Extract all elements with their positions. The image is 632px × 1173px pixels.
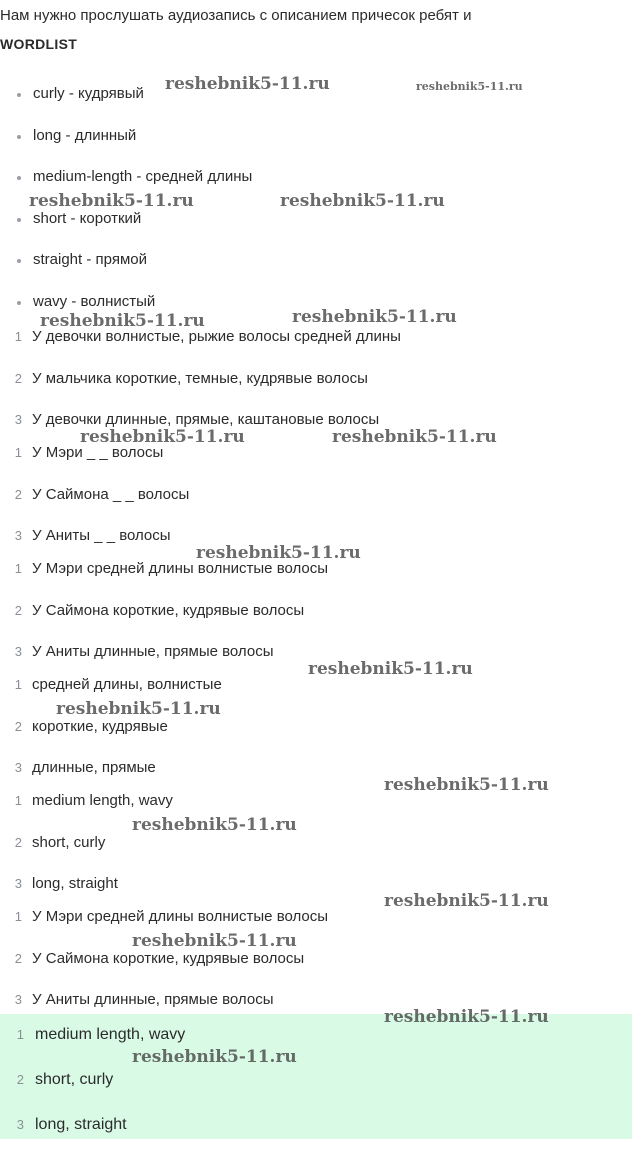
answer-list xyxy=(0,1024,185,1159)
watermark: reshebnik5-11.ru xyxy=(40,311,205,331)
watermark: reshebnik5-11.ru xyxy=(416,80,523,93)
wordlist-item: medium-length - средней длины xyxy=(0,166,252,208)
task-4-russian-answers xyxy=(0,674,222,799)
list-item: 3 У Аниты длинные, прямые волосы xyxy=(14,643,274,661)
list-item: 2 short, curly xyxy=(16,1071,114,1088)
list-item: 3 long, straight xyxy=(16,1116,127,1133)
wordlist-item: straight - прямой xyxy=(0,249,252,291)
list-item: 1 средней длины, волнистые xyxy=(14,676,222,693)
watermark: reshebnik5-11.ru xyxy=(132,815,297,835)
watermark: reshebnik5-11.ru xyxy=(280,191,445,211)
watermark: reshebnik5-11.ru xyxy=(132,931,297,951)
list-item: 1 У Мэри средней длины волнистые волосы xyxy=(14,908,329,925)
watermark: reshebnik5-11.ru xyxy=(196,543,361,563)
wordlist-item: long - длинный xyxy=(0,125,252,167)
list-item: 1 medium length, wavy xyxy=(14,792,173,809)
list-item: 2 short, curly xyxy=(14,833,106,851)
watermark: reshebnik5-11.ru xyxy=(308,659,473,679)
watermark: reshebnik5-11.ru xyxy=(332,427,497,447)
watermark: reshebnik5-11.ru xyxy=(56,699,221,719)
task-3-translation xyxy=(0,558,328,683)
list-item: 2 У мальчика короткие, темные, кудрявые волосы xyxy=(14,369,368,387)
answer-block xyxy=(0,1014,632,1139)
watermark: reshebnik5-11.ru xyxy=(384,775,549,795)
watermark: reshebnik5-11.ru xyxy=(165,74,330,94)
bullet-dot-icon xyxy=(17,259,21,263)
watermark: reshebnik5-11.ru xyxy=(80,427,245,447)
list-item: 1 У Мэри _ _ волосы xyxy=(14,444,164,461)
wordlist-title: WORDLIST xyxy=(0,36,78,52)
bullet-dot-icon xyxy=(17,176,21,180)
wordlist-item: curly - кудрявый xyxy=(0,83,252,125)
task-2-gaps xyxy=(0,442,189,567)
list-item: 3 long, straight xyxy=(14,875,118,893)
watermark: reshebnik5-11.ru xyxy=(384,891,549,911)
wordlist-item: wavy - волнистый xyxy=(0,291,252,333)
list-item: 3 У Аниты длинные, прямые волосы xyxy=(14,991,274,1009)
intro-text: Нам нужно прослушать аудиозапись с описанием причесок ребят и xyxy=(0,7,472,24)
watermark: reshebnik5-11.ru xyxy=(384,1007,549,1027)
bullet-dot-icon xyxy=(17,93,21,97)
list-item: 1 У Мэри средней длины волнистые волосы xyxy=(14,560,329,577)
watermark: reshebnik5-11.ru xyxy=(29,191,194,211)
bullet-dot-icon xyxy=(17,301,21,305)
list-item: 3 У Аниты _ _ волосы xyxy=(14,527,171,545)
wordlist-item: short - короткий xyxy=(0,208,252,250)
list-item: 1 У девочки волнистые, рыжие волосы средней длины xyxy=(14,328,401,345)
list-item: 2 У Саймона короткие, кудрявые волосы xyxy=(14,949,305,967)
list-item: 1 medium length, wavy xyxy=(16,1026,186,1043)
list-item: 3 У девочки длинные, прямые, каштановые волосы xyxy=(14,411,380,429)
list-item: 2 У Саймона _ _ волосы xyxy=(14,485,190,503)
list-item: 3 длинные, прямые xyxy=(14,759,156,777)
watermark: reshebnik5-11.ru xyxy=(132,1047,297,1067)
bullet-dot-icon xyxy=(17,218,21,222)
list-item: 2 У Саймона короткие, кудрявые волосы xyxy=(14,601,305,619)
list-item: 2 короткие, кудрявые xyxy=(14,717,168,735)
task-5-english-answers xyxy=(0,790,173,915)
bullet-dot-icon xyxy=(17,135,21,139)
watermark: reshebnik5-11.ru xyxy=(292,307,457,327)
task-6-statements xyxy=(0,906,328,1031)
